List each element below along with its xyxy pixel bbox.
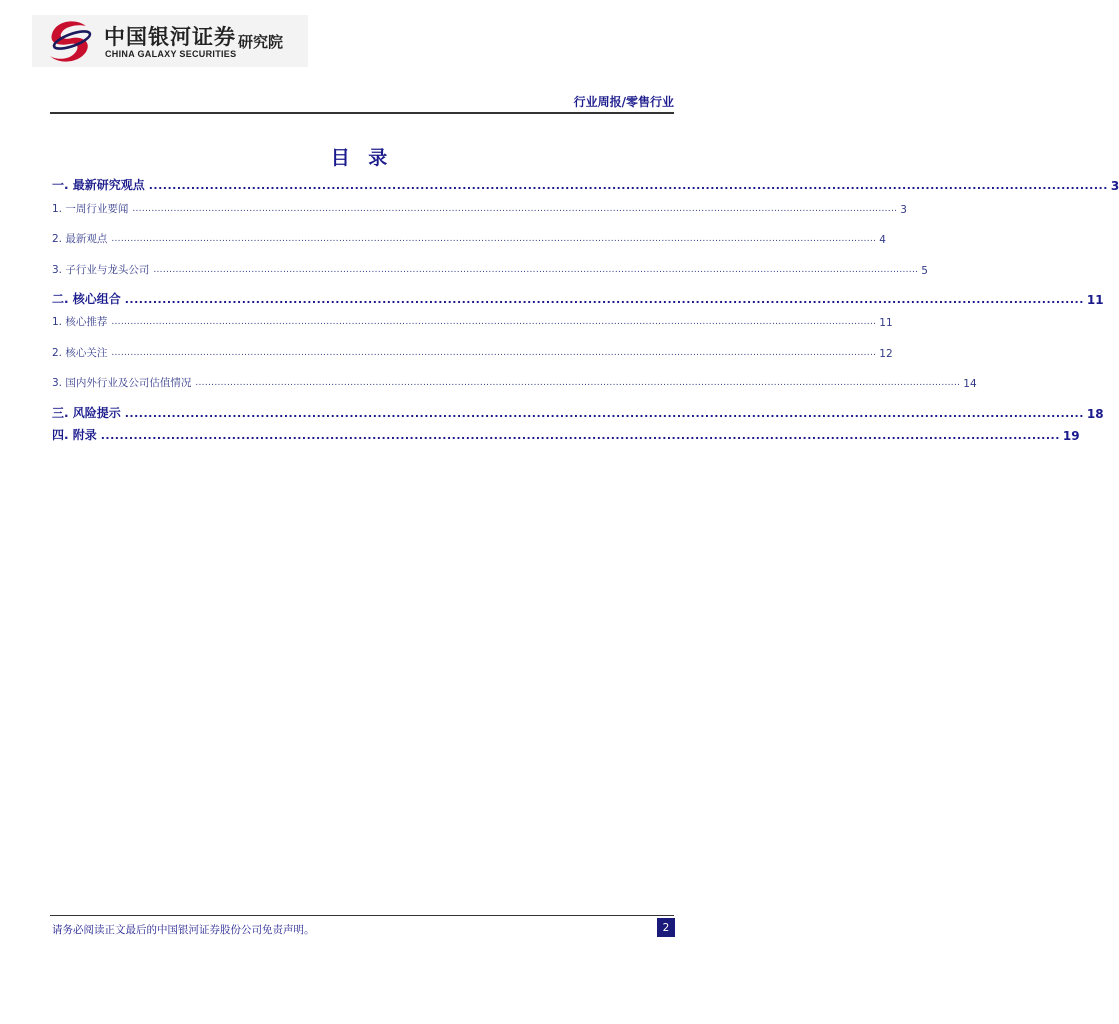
header-divider xyxy=(50,112,674,114)
toc-entry-label: 2. 最新观点 xyxy=(52,233,108,245)
toc-entry-page: 19 xyxy=(1062,429,1080,443)
toc-leader-dots: .................................................................................................................................................................................................................................................. xyxy=(111,234,877,244)
toc-entry-page: 3 xyxy=(1110,179,1119,193)
toc-entry-section-2[interactable] xyxy=(52,291,1104,307)
toc-leader-dots: .................................................................................................................................................................................................................................................. xyxy=(153,265,919,275)
toc-entry-section-1[interactable] xyxy=(52,177,1119,193)
toc-entry-2-3[interactable] xyxy=(52,374,977,390)
toc-entry-page: 11 xyxy=(879,317,893,329)
toc-entry-label: 2. 核心关注 xyxy=(52,347,108,359)
toc-leader-dots: ............................................................................................................................................................................................................. xyxy=(124,407,1084,420)
toc-entry-label: 四. 附录 xyxy=(52,428,97,442)
toc-entry-label: 3. 国内外行业及公司估值情况 xyxy=(52,377,192,389)
toc-entry-label: 3. 子行业与龙头公司 xyxy=(52,264,150,276)
toc-entry-page: 4 xyxy=(879,234,886,246)
toc-leader-dots: .................................................................................................................................................................................................................................................. xyxy=(111,348,877,358)
logo-chinese-name: 中国银河证券 xyxy=(104,25,236,49)
toc-entry-1-2[interactable] xyxy=(52,230,886,246)
toc-entry-2-1[interactable] xyxy=(52,313,893,329)
galaxy-logo-icon xyxy=(46,18,92,64)
toc-entry-label: 二. 核心组合 xyxy=(52,292,121,306)
toc-entry-label: 1. 核心推荐 xyxy=(52,316,108,328)
toc-entry-label: 三. 风险提示 xyxy=(52,406,121,420)
toc-entry-page: 12 xyxy=(879,348,893,360)
toc-entry-page: 5 xyxy=(921,265,928,277)
toc-leader-dots: ............................................................................................................................................................................................................. xyxy=(148,179,1108,192)
toc-leader-dots: .................................................................................................................................................................................................................................................. xyxy=(111,317,877,327)
toc-entry-1-1[interactable] xyxy=(52,200,907,216)
logo-english-name: CHINA GALAXY SECURITIES xyxy=(105,49,237,59)
toc-entry-section-4[interactable] xyxy=(52,427,1080,443)
toc-entry-2-2[interactable] xyxy=(52,344,893,360)
toc-entry-label: 一. 最新研究观点 xyxy=(52,178,145,192)
toc-entry-page: 3 xyxy=(900,204,907,216)
report-category-tag: 行业周报/零售行业 xyxy=(573,95,674,109)
logo-institute-label: 研究院 xyxy=(238,33,284,51)
footer-divider xyxy=(50,915,674,916)
page-number-badge: 2 xyxy=(657,918,675,937)
company-logo xyxy=(32,15,308,67)
page-header xyxy=(0,0,724,120)
toc-leader-dots: .................................................................................................................................................................................................................................................. xyxy=(132,204,898,214)
toc-entry-page: 11 xyxy=(1086,293,1104,307)
toc-leader-dots: ............................................................................................................................................................................................................. xyxy=(100,429,1060,442)
toc-entry-label: 1. 一周行业要闻 xyxy=(52,203,129,215)
toc-title: 目 录 xyxy=(330,147,394,169)
toc-entry-page: 14 xyxy=(963,378,977,390)
toc-leader-dots: ............................................................................................................................................................................................................. xyxy=(124,293,1084,306)
toc-leader-dots: .................................................................................................................................................................................................................................................. xyxy=(195,378,961,388)
toc-entry-1-3[interactable] xyxy=(52,261,928,277)
toc-entry-page: 18 xyxy=(1086,407,1104,421)
toc-entry-section-3[interactable] xyxy=(52,405,1104,421)
footer-disclaimer: 请务必阅读正文最后的中国银河证券股份公司免责声明。 xyxy=(52,924,315,936)
